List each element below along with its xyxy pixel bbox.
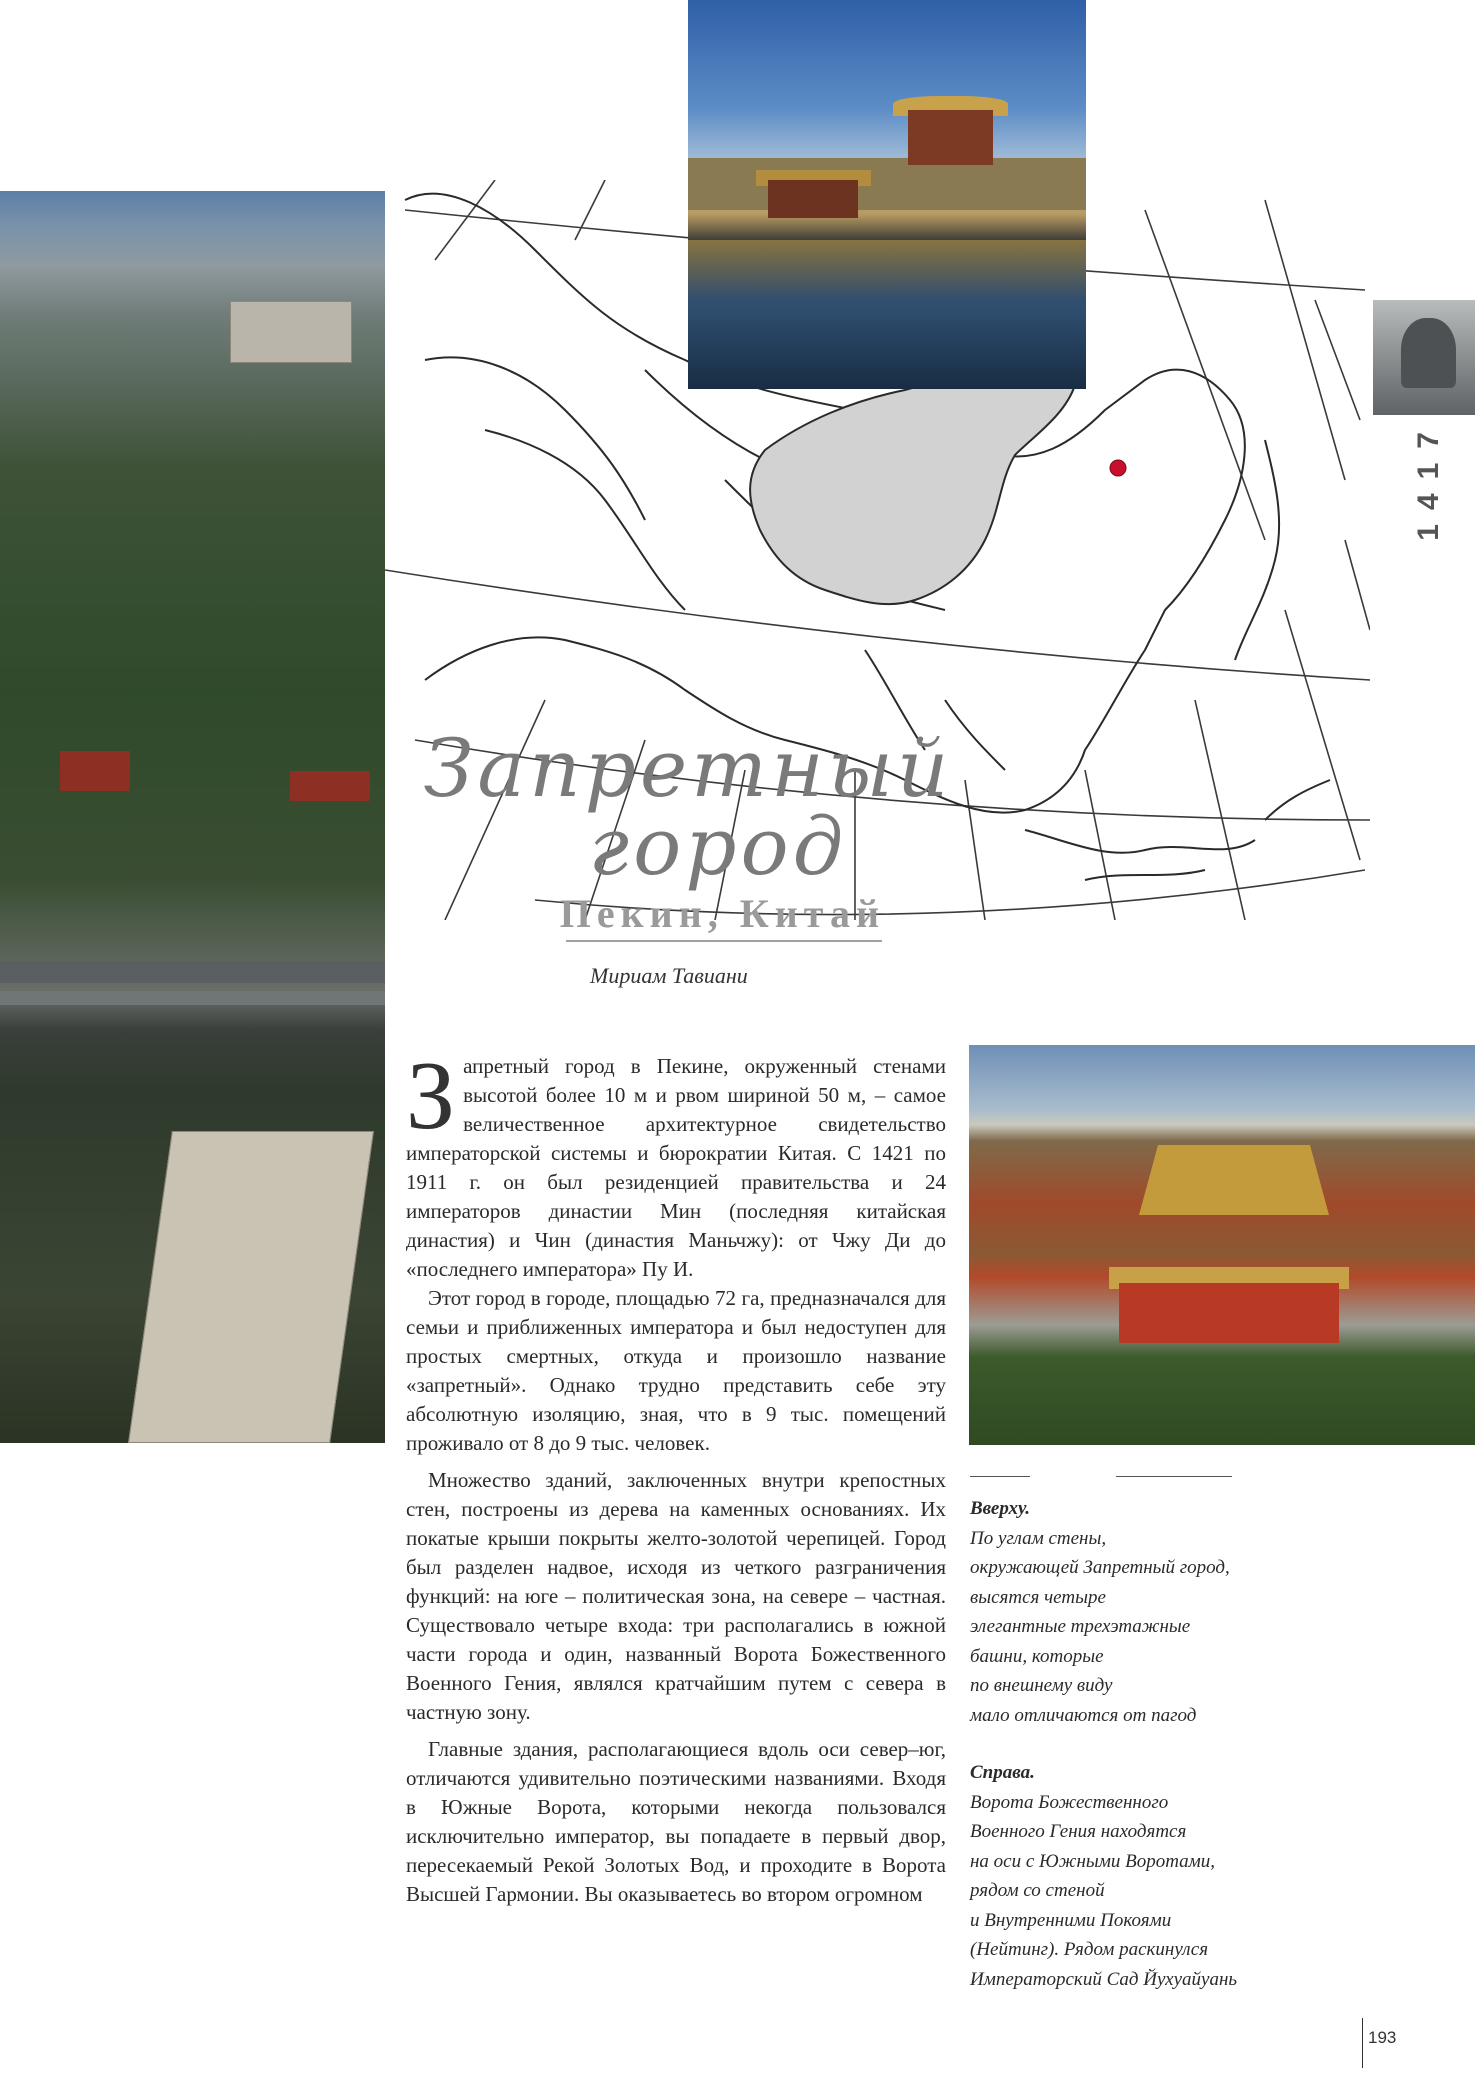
year-label: 1417 [1412,418,1445,541]
caption-line: башни, которые [970,1645,1104,1667]
palace-photo-hall [1139,1145,1329,1215]
caption-heading: Вверху. [970,1498,1030,1519]
aerial-roof [60,751,130,791]
caption-line: Ворота Божественного [970,1791,1169,1813]
caption-heading: Справа. [970,1762,1035,1783]
aerial-road [0,961,385,983]
article-subtitle: Пекин, Китай [559,891,885,936]
caption-rule [1116,1476,1232,1477]
aerial-road [0,991,385,1005]
caption-line: рядом со стеной [970,1880,1105,1901]
caption-line: Императорский Сад Йухуайуань [970,1968,1238,1990]
caption-line: мало отличаются от пагод [970,1704,1197,1726]
tower-photo-reflection [688,240,1086,389]
paragraph-text: апретный город в Пекине, окруженный стенами высотой более 10 м и рвом шириной 50 м, – самое величественное архитектурное свидетельство императорской системы и бюрократии Китая. С 1421 по 1911 г. он был резиденцией правительства и 24 императоров династии Мин (последняя китайская династия) и Чин (династия Маньчжу): от Чжу Ди до «последнего императора» Пу И. [406,1054,946,1281]
lion-statue-thumbnail [1373,300,1475,415]
caption-line: и Внутренними Покоями [970,1909,1172,1931]
caption-rule [970,1476,1030,1477]
caption-line: элегантные трехэтажные [970,1616,1191,1637]
page-number: 193 [1368,2028,1397,2047]
aerial-building [128,1131,374,1443]
article-body [406,1042,946,1909]
title-line-1: Запретный [423,722,953,815]
caption-line: по внешнему виду [970,1675,1113,1696]
lion-statue [1401,318,1456,388]
corner-tower-photo [688,0,1086,389]
body-paragraph: Главные здания, располагающиеся вдоль оси север–юг, отличаются удивительно поэтическими названиями. Входя в Южные Ворота, которыми некогда пользовался исключительно император, вы попадаете в первый двор, пересекаемый Рекой Золотых Вод, и проходите в Ворота Высшей Гармонии. Вы оказываетесь во втором огромном [406,1737,946,1906]
caption-line: окружающей Запретный город, [970,1557,1230,1578]
tower-photo-tower [908,110,993,165]
title-line-2: город [588,800,848,893]
caption-line: на оси с Южными Воротами, [970,1850,1216,1872]
tower-photo-pavilion [768,180,858,218]
body-paragraph: Множество зданий, заключенных внутри крепостных стен, построены из дерева на каменных основаниях. Их покатые крыши покрыты желто-золотой черепицей. Город был разделен надвое, исходя из четкого разграничения функций: на юге – политическая зона, на севере – частная. Существовало четыре входа: три располагались в южной части города и один, названный Ворота Божественного Военного Гения, являлся кратчайшим путем с севера в частную зону. [406,1468,946,1724]
caption-line: По углам стены, [970,1527,1107,1549]
tower-photo-wall [688,158,1086,210]
body-paragraph: Этот город в городе, площадью 72 га, предназначался для семьи и приближенных императора и был недоступен для простых смертных, откуда и произошло название «запретный». Однако трудно представить себе эту абсолютную изоляцию, зная, что в 9 тыс. помещений проживало от 8 до 9 тыс. человек. [406,1286,946,1455]
aerial-building [230,301,352,363]
caption-line: высятся четыре [970,1586,1106,1608]
caption-line: (Нейтинг). Рядом раскинулся [970,1939,1209,1960]
author-name: Мириам Тавиани [590,963,748,988]
caption-top [970,1494,1260,1730]
caption-right [970,1758,1260,1994]
page-number-rule [1362,2018,1363,2068]
drop-cap: З [406,1042,456,1150]
palace-view-photo [969,1045,1475,1445]
aerial-roof [290,771,370,801]
article-title [418,722,958,893]
beijing-location-marker [1110,460,1126,476]
aerial-beijing-photo [0,191,385,1443]
body-paragraph [406,1042,946,1284]
subtitle-divider [566,940,882,942]
palace-photo-gate [1119,1283,1339,1343]
caption-line: Военного Гения находятся [970,1821,1187,1842]
